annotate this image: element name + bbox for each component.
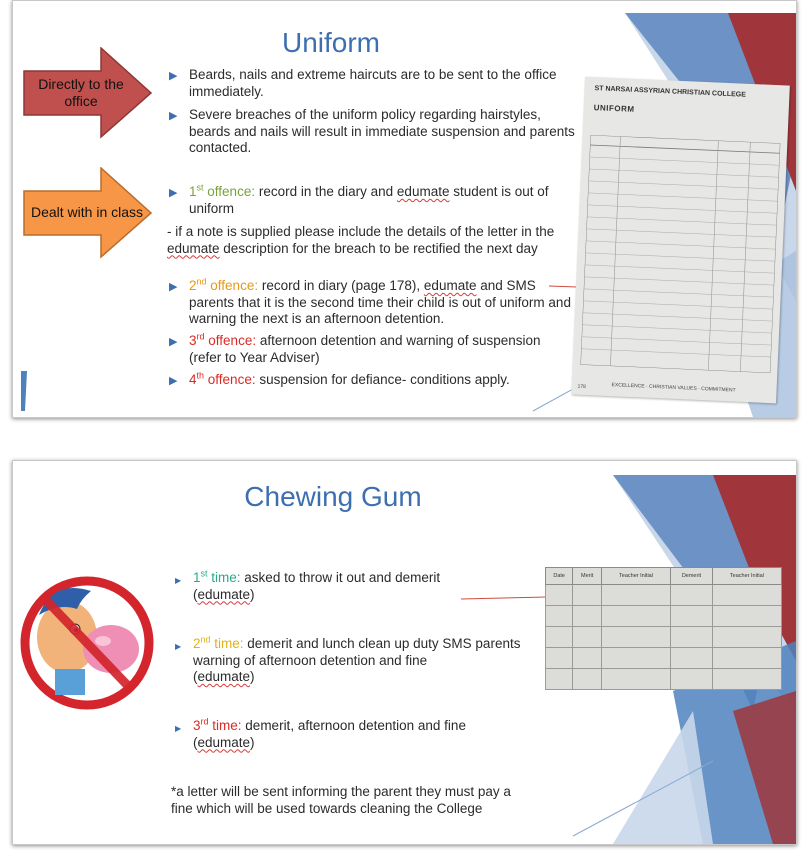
edumate-term: edumate [423, 278, 477, 293]
bullet-second-time: ▶ 2nd time: demerit and lunch clean up duty SMS parents warning of afternoon detention and fine (edumate) [175, 634, 521, 684]
diary-heading: UNIFORM [593, 103, 635, 114]
note-text: - if a note is supplied please include the details of the letter in the edumate description for the breach to be rectified the next day [167, 224, 555, 256]
bullet-marker-icon: ▶ [169, 375, 178, 387]
diary-page-number: 178 [577, 383, 586, 391]
bullet-third-offence: ▶ 3rd offence: afternoon detention and warning of suspension (refer to Year Adviser) [169, 331, 541, 365]
table-header: Teacher Initial [601, 568, 670, 585]
bullet-marker-icon: ▶ [169, 110, 178, 122]
offence-label: 4th offence: [189, 370, 256, 387]
bullet-marker-icon: ▶ [169, 281, 178, 293]
table-header: Merit [573, 568, 602, 585]
chewing-gum-slide [12, 460, 797, 845]
offence-label: 1st offence: [189, 182, 256, 199]
bullet-first-time: ▶ 1st time: asked to throw it out and demerit (edumate) [175, 568, 441, 602]
bullet-marker-icon: ▶ [175, 576, 182, 585]
bullet-marker-icon: ▶ [175, 724, 182, 733]
arrow-label-office: Directly to the office [38, 76, 124, 109]
time-label: 2nd time: [193, 634, 244, 651]
arrow-label-class: Dealt with in class [30, 204, 144, 220]
diary-page-photo [571, 77, 790, 404]
deco-sliver [21, 371, 27, 411]
diary-college-name: ST NARSAI ASSYRIAN CHRISTIAN COLLEGE [594, 85, 746, 99]
merit-demerit-table-photo [545, 567, 782, 690]
bullet-severe-breaches [169, 107, 579, 157]
bullet-fourth-offence: ▶ 4th offence: suspension for defiance- conditions apply. [189, 372, 573, 389]
time-label: 1st time: [193, 568, 241, 585]
slide-title: Uniform [281, 27, 380, 58]
offence-label: 2nd offence: [189, 276, 259, 293]
time-label: 3rd time: [193, 716, 242, 733]
offence-label: 3rd offence: [189, 331, 257, 348]
uniform-slide [12, 0, 797, 418]
bullet-marker-icon: ▶ [169, 70, 178, 82]
bullet-office-immediately [169, 67, 569, 100]
edumate-term: edumate [167, 240, 220, 256]
bullet-text: Beards, nails and extreme haircuts are to be sent to the office immediately. [189, 67, 557, 99]
bullet-first-offence: ▶ 1st offence: record in the diary and edumate student is out of uniform [169, 182, 549, 216]
edumate-term: edumate [197, 586, 251, 602]
bullet-text: Severe breaches of the uniform policy regarding hairstyles, beards and nails will result in immediate suspension and parents contacted. [189, 107, 575, 155]
bullet-marker-icon: ▶ [169, 336, 178, 348]
edumate-term: edumate [197, 669, 251, 684]
diary-footer: EXCELLENCE · CHRISTIAN VALUES · COMMITMENT [611, 382, 736, 394]
bullet-marker-icon: ▶ [169, 187, 178, 199]
table-header: Teacher Initial [712, 568, 781, 585]
slide-title: Chewing Gum [244, 481, 422, 512]
no-gum-icon [19, 569, 159, 719]
bullet-third-time: ▶ 3rd time: demerit, afternoon detention and fine (edumate) [175, 716, 466, 750]
edumate-term: edumate [197, 734, 251, 750]
bullet-marker-icon: ▶ [175, 642, 182, 651]
bullet-second-offence: ▶ 2nd offence: record in diary (page 178), edumate and SMS parents that it is the second time their child is out of uniform and warning the next is an afternoon detention. [169, 276, 571, 326]
edumate-term: edumate [396, 184, 450, 199]
table-header: Demerit [671, 568, 713, 585]
table-header: Date [546, 568, 573, 585]
diary-table [580, 135, 780, 373]
fine-footnote: *a letter will be sent informing the parent they must pay a fine which will be used towards cleaning the College [171, 784, 511, 816]
merit-demerit-table [545, 567, 782, 690]
